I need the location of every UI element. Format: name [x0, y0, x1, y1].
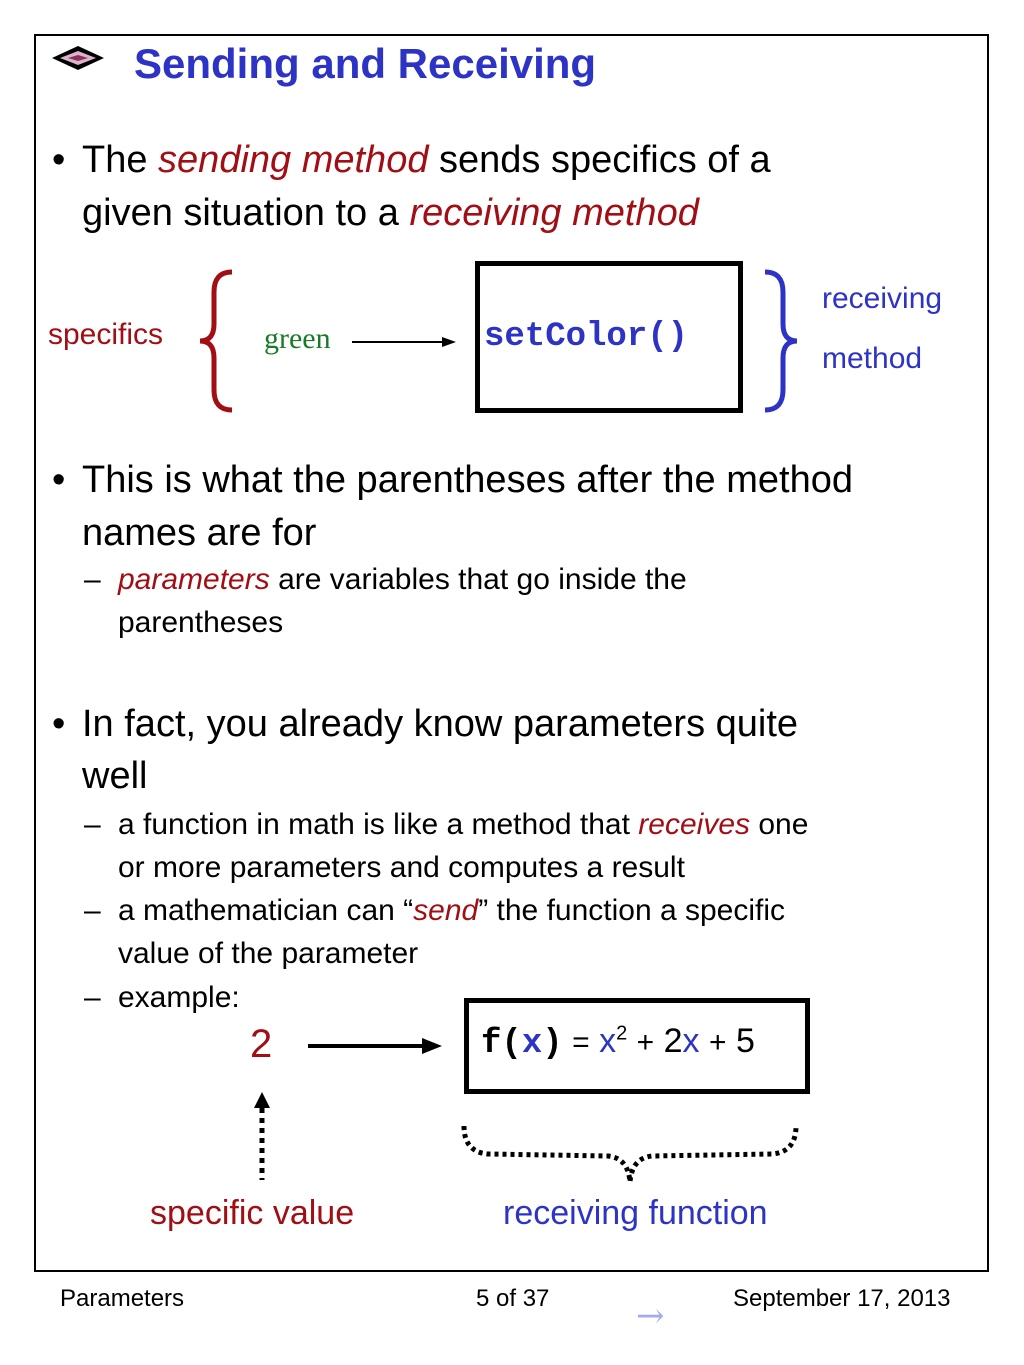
bullet3-sub3: example:	[118, 981, 240, 1014]
bullet-marker: •	[52, 703, 66, 745]
diamond-bullet-icon	[50, 44, 106, 72]
dash-marker: –	[84, 563, 101, 596]
bullet1-line1: The sending method sends specifics of a	[82, 139, 771, 181]
receiving-label-line1: receiving	[822, 282, 943, 315]
bullet3-sub2-line2: value of the parameter	[118, 937, 419, 970]
arrow-icon	[350, 334, 460, 350]
bullet2-line2: names are for	[82, 512, 317, 554]
bullet-marker: •	[52, 139, 66, 181]
specifics-label: specifics	[48, 318, 164, 351]
receiving-label-line2: method	[822, 342, 923, 375]
dotted-brace-icon	[458, 1122, 804, 1188]
footer-left: Parameters	[60, 1285, 185, 1312]
bullet3-sub1-line2: or more parameters and computes a result	[118, 851, 685, 884]
page-title: Sending and Receiving	[134, 40, 597, 87]
footer-date: September 17, 2013	[733, 1285, 951, 1312]
bullet3-line2: well	[82, 755, 148, 797]
bullet1-line2: given situation to a receiving method	[82, 192, 699, 234]
dash-marker: –	[84, 808, 101, 841]
bullet3-sub2-line1: a mathematician can “send” the function a specific	[118, 894, 786, 927]
bullet3-line1: In fact, you already know parameters quite	[82, 703, 799, 745]
specific-value-caption: specific value	[150, 1194, 355, 1232]
function-expression: $f(x) = x^2 + 2x + 5$	[481, 1022, 755, 1063]
input-value: 2	[250, 1022, 273, 1066]
nav-arrow-icon[interactable]: →	[636, 1296, 665, 1336]
arrow-icon	[306, 1034, 446, 1058]
method-name: setColor()	[484, 318, 689, 356]
bullet-marker: •	[52, 459, 66, 501]
dash-marker: –	[84, 894, 101, 927]
right-brace-icon	[757, 268, 801, 414]
bullet2-sub1-line2: parentheses	[118, 606, 284, 639]
bullet2-sub1-line1: parameters are variables that go inside the	[118, 563, 687, 596]
dash-marker: –	[84, 981, 101, 1014]
dotted-up-arrow-icon	[250, 1090, 274, 1182]
left-brace-icon	[196, 268, 240, 414]
argument-green: green	[264, 322, 331, 355]
bullet2-line1: This is what the parentheses after the method	[82, 459, 853, 501]
bullet3-sub1-line1: a function in math is like a method that receives one	[118, 808, 809, 841]
footer-page: 5 of 37	[476, 1285, 550, 1312]
receiving-function-caption: receiving function	[503, 1194, 768, 1232]
